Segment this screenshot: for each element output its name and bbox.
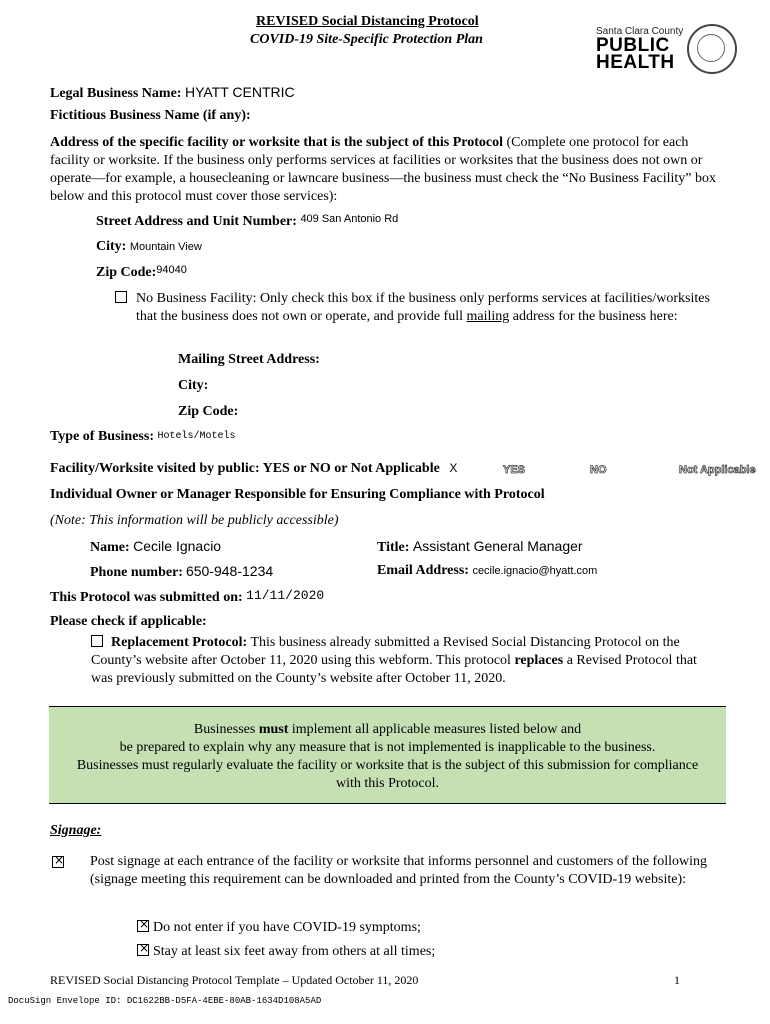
- owner-email-row: [377, 563, 597, 579]
- compliance-notice: [49, 706, 726, 804]
- owner-note: (Note: This information will be publicly accessible): [50, 513, 339, 528]
- replaces-word: replaces: [514, 653, 564, 668]
- document-title: REVISED Social Distancing Protocol: [256, 14, 479, 29]
- street-label: Street Address and Unit Number:: [96, 214, 297, 229]
- notice-line-2: be prepared to explain why any measure that is not implemented is inapplicable to the business.: [119, 740, 656, 755]
- street-value[interactable]: 409 San Antonio Rd: [300, 213, 399, 225]
- signage-heading: Signage:: [50, 823, 102, 838]
- owner-phone-row: [90, 563, 273, 581]
- page-number: 1: [674, 973, 680, 987]
- replacement-label: Replacement Protocol:: [111, 635, 248, 650]
- zip-row: [96, 264, 187, 281]
- zip-value[interactable]: 94040: [156, 264, 187, 276]
- mailing-zip-label: Zip Code:: [178, 404, 239, 419]
- notice-line-1a: Businesses: [193, 722, 259, 737]
- no-facility-checkbox-wrap: [115, 291, 133, 307]
- owner-heading: Individual Owner or Manager Responsible for Ensuring Compliance with Protocol: [50, 487, 545, 502]
- check-heading: Please check if applicable:: [50, 614, 207, 629]
- owner-name-value[interactable]: Cecile Ignacio: [133, 538, 222, 554]
- mailing-city-label: City:: [178, 378, 209, 393]
- visited-row: [50, 461, 457, 477]
- footer-text: REVISED Social Distancing Protocol Template – Updated October 11, 2020: [50, 973, 419, 987]
- city-row: [96, 239, 202, 255]
- no-facility-text: [136, 290, 716, 326]
- option-yes[interactable]: YES: [503, 464, 526, 476]
- address-instructions: [50, 134, 730, 206]
- owner-title-row: [377, 538, 583, 556]
- document-subtitle: COVID-19 Site-Specific Protection Plan: [250, 32, 483, 47]
- notice-line-4: with this Protocol.: [335, 776, 440, 791]
- logo-line-1: PUBLIC: [596, 35, 670, 56]
- mailing-word: mailing: [466, 309, 510, 324]
- option-not-applicable[interactable]: Not Applicable: [679, 464, 756, 476]
- signage-sub-1-checkbox[interactable]: [137, 920, 149, 932]
- fictitious-name-label: Fictitious Business Name (if any):: [50, 108, 251, 123]
- public-health-logo: [596, 26, 683, 72]
- notice-must: must: [258, 722, 289, 737]
- owner-title-label: Title:: [377, 540, 410, 555]
- business-type-row: [50, 429, 236, 445]
- replacement-text: [91, 634, 721, 688]
- owner-phone-value[interactable]: 650-948-1234: [185, 563, 274, 579]
- city-value[interactable]: Mountain View: [129, 241, 202, 253]
- legal-name-label: Legal Business Name:: [50, 86, 182, 101]
- notice-line-1: [49, 721, 726, 739]
- business-type-label: Type of Business:: [50, 429, 154, 444]
- signage-sub-2-checkbox[interactable]: [137, 944, 149, 956]
- legal-name-row: [50, 84, 295, 102]
- signage-checkbox[interactable]: [52, 856, 64, 868]
- logo-county-text: Santa Clara County: [596, 26, 684, 37]
- owner-title-value[interactable]: Assistant General Manager: [412, 538, 583, 554]
- notice-line-3: Businesses must regularly evaluate the facility or worksite that is the subject of this submission for compliance: [76, 758, 699, 773]
- notice-line-1b: implement all applicable measures listed below and: [288, 722, 582, 737]
- signage-sub-2-text: Stay at least six feet away from others at all times;: [153, 944, 436, 959]
- mailing-street-label: Mailing Street Address:: [178, 352, 320, 367]
- logo-line-2: HEALTH: [596, 52, 675, 73]
- business-type-value[interactable]: Hotels/Motels: [157, 431, 236, 442]
- signage-sub-2: [137, 944, 435, 960]
- no-facility-checkbox[interactable]: [115, 291, 127, 303]
- address-heading: Address of the specific facility or worksite that is the subject of this Protocol: [50, 135, 503, 150]
- owner-name-label: Name:: [90, 540, 130, 555]
- no-facility-text-a: No Business Facility: Only check this box if the business only performs services at facilities/worksites that the business does not own or operate, and provide full: [136, 291, 710, 324]
- zip-label: Zip Code:: [96, 265, 157, 280]
- legal-name-value[interactable]: HYATT CENTRIC: [184, 84, 295, 100]
- submitted-value[interactable]: 11/11/2020: [246, 588, 325, 603]
- owner-phone-label: Phone number:: [90, 565, 183, 580]
- owner-email-value[interactable]: cecile.ignacio@hyatt.com: [472, 565, 598, 577]
- docusign-envelope-id: DocuSign Envelope ID: DC1622BB-D5FA-4EBE-80AB-1634D108A5AD: [8, 996, 322, 1006]
- signage-item-text: Post signage at each entrance of the facility or worksite that informs personnel and customers of the following (signage meeting this requirement can be downloaded and printed from the County’s COVID-19 website):: [90, 854, 707, 887]
- replacement-text-a: This business already submitted a Revised Social Distancing Protocol on the County’s website after October 11, 2020 using this webform. This protocol: [91, 635, 680, 668]
- county-seal-icon: [687, 24, 737, 74]
- option-no[interactable]: NO: [590, 464, 607, 476]
- submitted-row: [50, 588, 324, 606]
- city-label: City:: [96, 239, 127, 254]
- address-text: (Complete one protocol for each facility or worksite. If the business only performs services at facilities or worksites that the business does not own or operate—for example, a housecleaning or lawncare business—the business must check the “No Business Facility” box below and this protocol must cover those services):: [50, 135, 716, 204]
- street-row: [96, 213, 398, 230]
- signage-checkbox-wrap: [52, 856, 70, 872]
- owner-email-label: Email Address:: [377, 563, 469, 578]
- visited-label: Facility/Worksite visited by public: YES or NO or Not Applicable: [50, 461, 440, 476]
- submitted-label: This Protocol was submitted on:: [50, 590, 243, 605]
- no-facility-text-b: address for the business here:: [509, 309, 678, 324]
- replacement-text-b: a Revised Protocol that was previously submitted on the County’s website after October 11, 2020.: [91, 653, 697, 686]
- signage-sub-1: [137, 920, 421, 936]
- visited-mark[interactable]: X: [449, 461, 458, 475]
- signage-sub-1-text: Do not enter if you have COVID-19 symptoms;: [153, 920, 421, 935]
- owner-name-row: [90, 538, 221, 556]
